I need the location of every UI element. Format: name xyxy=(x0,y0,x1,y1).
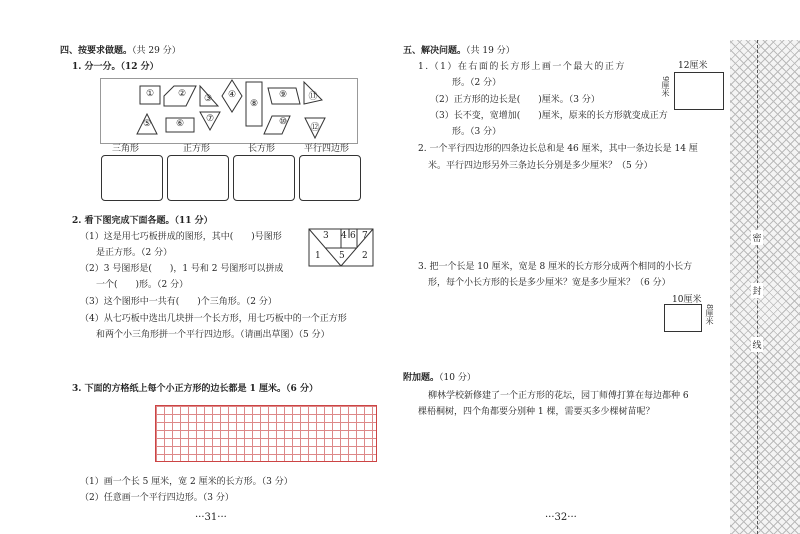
p2-line2: 米。平行四边形另外三条边长分别是多少厘米？（5 分） xyxy=(428,161,653,171)
shape-label-9: ⑨ xyxy=(278,90,288,100)
p1-3-line1: （3）长不变，宽增加( )厘米，原来的长方形就变成正方 xyxy=(430,111,668,121)
q2-2-line2: 一个( )形。（2 分） xyxy=(96,280,189,290)
seal-char-xian: 线 xyxy=(751,337,763,352)
p2-line1: 2. 一个平行四边形的四条边长总和是 46 厘米，其中一条边长是 14 厘 xyxy=(418,144,698,154)
shapes-drawing xyxy=(100,78,358,144)
tangram-num-2: 2 xyxy=(362,251,368,261)
bonus-line1: 柳林学校新修建了一个正方形的花坛，园丁师傅打算在每边都种 6 xyxy=(428,391,689,401)
shape-label-8: ⑧ xyxy=(249,99,259,109)
seal-hatch-strip xyxy=(730,40,800,534)
rect1-width-label: 9厘米 xyxy=(661,76,670,98)
rect2-10x8[interactable] xyxy=(664,304,702,332)
q2-2-line1: （2）3 号图形是( )，1 号和 2 号图形可以拼成 xyxy=(80,264,284,274)
q2-title: 2. 看下图完成下面各题。（11 分） xyxy=(72,216,213,226)
q3-title: 3. 下面的方格纸上每个小正方形的边长都是 1 厘米。（6 分） xyxy=(72,384,318,394)
p3-line1: 3. 把一个长是 10 厘米，宽是 8 厘米的长方形分成两个相同的小长方 xyxy=(418,262,693,272)
tangram-num-5: 5 xyxy=(339,251,345,261)
tangram-num-6: 6 xyxy=(350,231,356,241)
q2-4-line1: （4）从七巧板中选出几块拼一个长方形，用七巧板中的一个正方形 xyxy=(80,314,347,324)
cat-label-square: 正方形 xyxy=(183,144,211,154)
rect1-12x9[interactable] xyxy=(674,72,724,110)
q2-3: （3）这个图形中一共有( )个三角形。（2 分） xyxy=(80,297,277,307)
shape-label-2: ② xyxy=(177,89,187,99)
shape-label-10: ⑩ xyxy=(278,117,288,127)
q2-1-line2: 是正方形。（2 分） xyxy=(96,248,173,258)
page-number-left: ···31··· xyxy=(195,512,227,523)
square-grid-paper[interactable] xyxy=(155,405,377,462)
tangram-num-1: 1 xyxy=(315,251,321,261)
p1-1-line2: 形。（2 分） xyxy=(452,78,502,88)
answer-box-triangle[interactable] xyxy=(101,155,163,201)
answer-box-parallelogram[interactable] xyxy=(299,155,361,201)
shape-label-6: ⑥ xyxy=(175,119,185,129)
seal-char-mi: 密 xyxy=(751,230,763,245)
p1-3-line2: 形。（3 分） xyxy=(452,127,502,137)
shape-label-3: ③ xyxy=(203,94,213,104)
bonus-title: 附加题。（10 分） xyxy=(403,373,476,383)
q3-1: （1）画一个长 5 厘米，宽 2 厘米的长方形。（3 分） xyxy=(80,477,293,487)
shape-label-11: ⑪ xyxy=(308,92,318,102)
section4-title: 四、按要求做题。（共 29 分） xyxy=(60,46,181,56)
shape-label-5: ⑤ xyxy=(142,119,152,129)
tangram-num-7: 7 xyxy=(362,231,368,241)
q1-title: 1. 分一分。（12 分） xyxy=(72,62,159,72)
rect2-width-label: 8厘米 xyxy=(705,304,714,326)
rect2-length-label: 10厘米 xyxy=(672,295,702,305)
p3-line2: 形，每个小长方形的长是多少厘米？宽是多少厘米？（6 分） xyxy=(428,278,671,288)
q2-1-line1: （1）这是用七巧板拼成的图形，其中( )号图形 xyxy=(80,232,282,242)
answer-box-square[interactable] xyxy=(167,155,229,201)
cat-label-parallelogram: 平行四边形 xyxy=(304,144,350,154)
q2-4-line2: 和两个小三角形拼一个平行四边形。（请画出草图）（5 分） xyxy=(96,330,330,340)
q3-2: （2）任意画一个平行四边形。（3 分） xyxy=(80,493,234,503)
shape-label-7: ⑦ xyxy=(205,114,215,124)
cat-label-triangle: 三角形 xyxy=(112,144,140,154)
bonus-line2: 棵梧桐树，四个角都要分别种 1 棵，需要买多少棵树苗呢？ xyxy=(418,407,655,417)
cat-label-rectangle: 长方形 xyxy=(248,144,276,154)
shape-label-1: ① xyxy=(145,89,155,99)
seal-char-feng: 封 xyxy=(751,283,763,298)
section5-title: 五、解决问题。（共 19 分） xyxy=(403,46,515,56)
p1-2: （2）正方形的边长是( )厘米。（3 分） xyxy=(430,95,600,105)
shape-label-12: ⑫ xyxy=(310,123,320,133)
rect1-length-label: 12厘米 xyxy=(678,61,708,71)
answer-box-rectangle[interactable] xyxy=(233,155,295,201)
tangram-num-4: 4 xyxy=(341,231,347,241)
page-number-right: ···32··· xyxy=(545,512,577,523)
p1-1-line1: 1.（1）在右面的长方形上画一个最大的正方 xyxy=(418,62,626,72)
tangram-num-3: 3 xyxy=(323,231,329,241)
shape-label-4: ④ xyxy=(227,90,237,100)
